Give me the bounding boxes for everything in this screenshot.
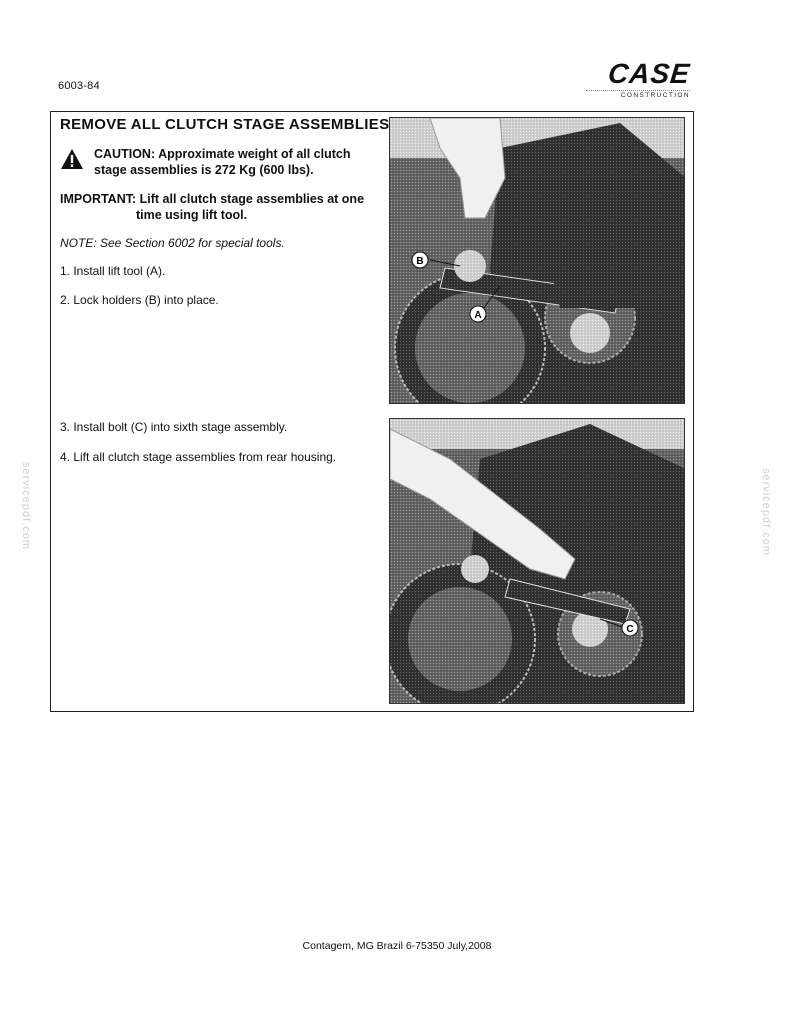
page-number: 6003-84 (58, 80, 100, 92)
callout-b: B (416, 256, 424, 267)
watermark-left: servicepdf.com (20, 462, 32, 550)
callout-a: A (474, 310, 482, 321)
caution-line-1: CAUTION: Approximate weight of all clutch (94, 147, 351, 161)
footer-text: Contagem, MG Brazil 6-75350 July,2008 (302, 940, 492, 952)
logo-subtitle: CONSTRUCTION (586, 90, 690, 99)
important-line-2: time using lift tool. (136, 208, 248, 222)
section-title: REMOVE ALL CLUTCH STAGE ASSEMBLIES (60, 116, 390, 133)
callout-c: C (626, 624, 634, 635)
case-logo (586, 60, 690, 100)
photo-lift-tool (389, 117, 685, 404)
important-block (60, 191, 380, 223)
caution-line-2: stage assemblies is 272 Kg (600 lbs). (94, 163, 314, 177)
warning-triangle-icon (60, 148, 84, 170)
step-2: 2. Lock holders (B) into place. (60, 293, 219, 307)
step-4: 4. Lift all clutch stage assemblies from rear housing. (60, 450, 337, 464)
caution-block (60, 146, 380, 178)
watermark-right: servicepdf.com (760, 468, 772, 556)
step-1: 1. Install lift tool (A). (60, 264, 166, 278)
logo-word: CASE (606, 58, 692, 89)
step-3: 3. Install bolt (C) into sixth stage assembly. (60, 420, 288, 434)
note-text: NOTE: See Section 6002 for special tools. (60, 236, 285, 250)
photo-install-bolt (389, 418, 685, 704)
important-line-1: Lift all clutch stage assemblies at one (139, 192, 365, 206)
important-label: IMPORTANT: (60, 192, 137, 206)
